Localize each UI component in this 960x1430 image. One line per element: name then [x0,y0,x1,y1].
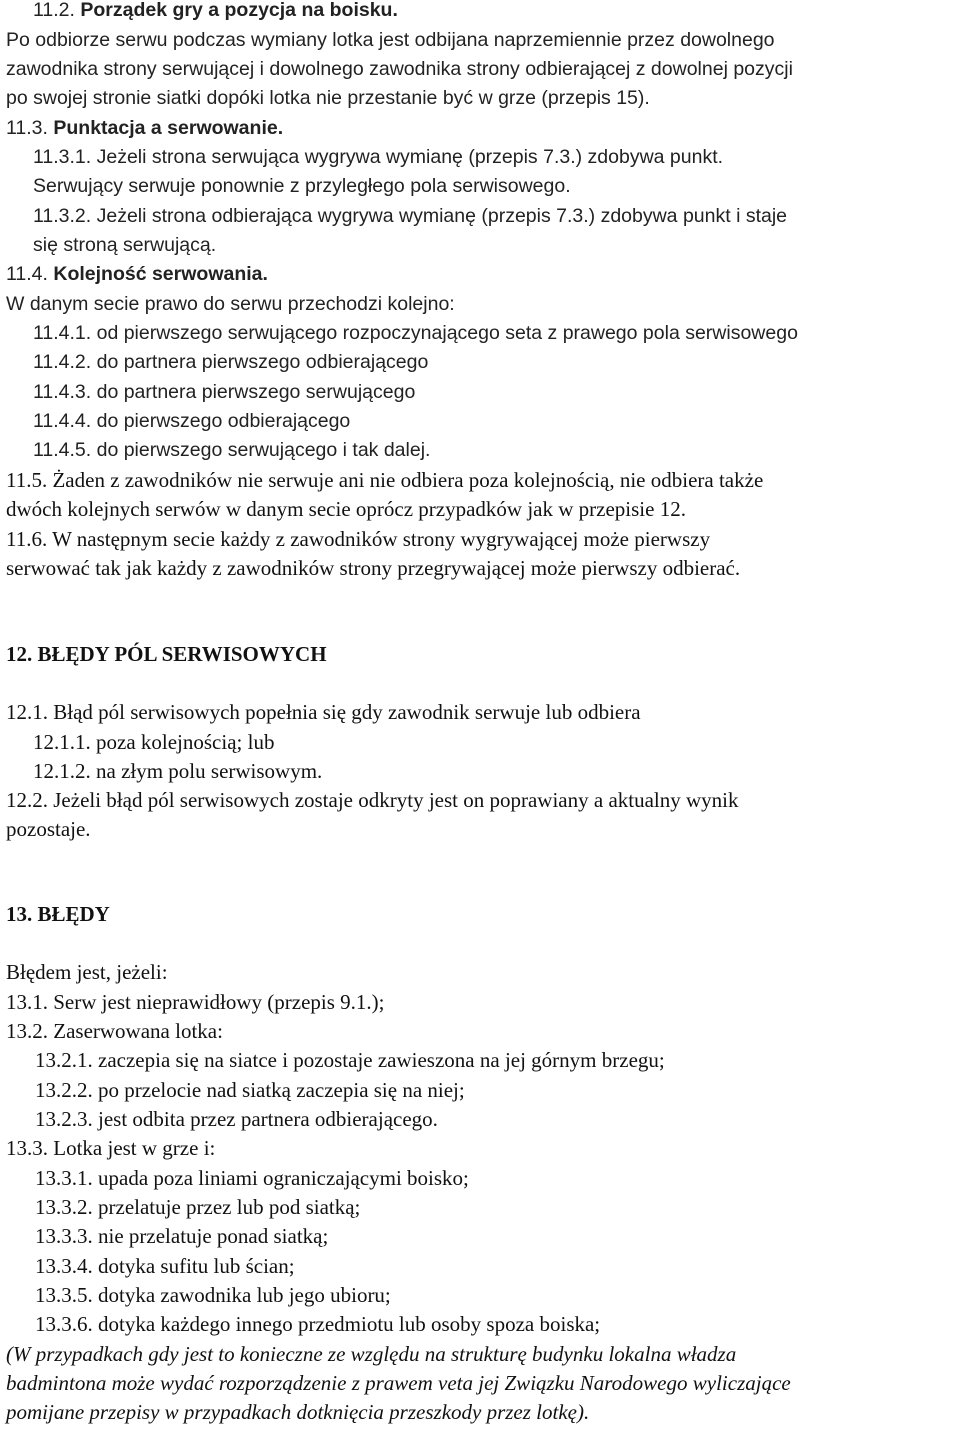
text-line: 13.3.2. przelatuje przez lub pod siatką; [35,1195,361,1219]
text-line: 11.4.5. do pierwszego serwującego i tak dalej. [33,439,431,461]
rule-number: 11.2. [33,0,75,21]
text-line: 13.2.1. zaczepia się na siatce i pozostaje zawieszona na jej górnym brzegu; [35,1048,665,1072]
note-line: badmintona może wydać rozporządzenie z prawem veta jej Związku Narodowego wyliczające [6,1371,791,1395]
text-line: 13.3.1. upada poza liniami ograniczającymi boisko; [35,1166,469,1190]
text-line: serwować tak jak każdy z zawodników strony przegrywającej może pierwszy odbierać. [6,556,741,580]
text-line: Błędem jest, jeżeli: [6,960,168,984]
text-line: zawodnika strony serwującej i dowolnego zawodnika strony odbierającej z dowolnej pozycji [6,58,793,80]
section-heading: 13. BŁĘDY [6,902,110,926]
text-line: 11.4.4. do pierwszego odbierającego [33,410,351,432]
text-line: Serwujący serwuje ponownie z przyległego pola serwisowego. [33,175,571,197]
rule-title: Porządek gry a pozycja na boisku. [80,0,398,21]
text-line: 12.1. Błąd pól serwisowych popełnia się gdy zawodnik serwuje lub odbiera [6,700,641,724]
text-line: 12.2. Jeżeli błąd pól serwisowych zostaje odkryty jest on poprawiany a aktualny wynik [6,788,739,812]
text-line: 12.1.2. na złym polu serwisowym. [33,759,323,783]
text-line: 13.3.6. dotyka każdego innego przedmiotu lub osoby spoza boiska; [35,1312,601,1336]
text-line: się stroną serwującą. [33,234,217,256]
note-line: (W przypadkach gdy jest to konieczne ze względu na strukturę budynku lokalna władza [6,1342,737,1366]
rule-11-4-heading [6,260,268,288]
rule-number: 11.4. [6,263,48,285]
rule-11-2-heading [33,0,398,24]
text-line: pozostaje. [6,817,91,841]
text-line: 11.4.2. do partnera pierwszego odbierającego [33,351,429,373]
text-line: 11.4.1. od pierwszego serwującego rozpoczynającego seta z prawego pola serwisowego [33,322,798,344]
rule-11-3-heading [6,114,283,142]
text-line: W danym secie prawo do serwu przechodzi kolejno: [6,293,455,315]
text-line: 13.2. Zaserwowana lotka: [6,1019,223,1043]
rule-number: 11.3. [6,117,48,139]
text-line: 13.2.3. jest odbita przez partnera odbierającego. [35,1107,438,1131]
text-line: 12.1.1. poza kolejnością; lub [33,730,275,754]
text-line: 11.4.3. do partnera pierwszego serwującego [33,381,416,403]
text-line: 11.3.1. Jeżeli strona serwująca wygrywa wymianę (przepis 7.3.) zdobywa punkt. [33,146,724,168]
text-line: 11.3.2. Jeżeli strona odbierająca wygrywa wymianę (przepis 7.3.) zdobywa punkt i staje [33,205,788,227]
text-line: 13.3.3. nie przelatuje ponad siatką; [35,1224,329,1248]
rule-title: Punktacja a serwowanie. [53,117,284,139]
note-line: pomijane przepisy w przypadkach dotknięcia przeszkody przez lotkę). [6,1400,590,1424]
text-line: 13.3.5. dotyka zawodnika lub jego ubioru; [35,1283,391,1307]
text-line: 11.6. W następnym secie każdy z zawodników strony wygrywającej może pierwszy [6,527,711,551]
text-line: 13.2.2. po przelocie nad siatką zaczepia się na niej; [35,1078,465,1102]
text-line: dwóch kolejnych serwów w danym secie oprócz przypadków jak w przepisie 12. [6,497,686,521]
text-line: 11.5. Żaden z zawodników nie serwuje ani nie odbiera poza kolejnością, nie odbiera także [6,468,764,492]
text-line: 13.3. Lotka jest w grze i: [6,1136,216,1160]
rule-title: Kolejność serwowania. [53,263,268,285]
text-line: po swojej stronie siatki dopóki lotka nie przestanie być w grze (przepis 15). [6,87,650,109]
text-line: 13.1. Serw jest nieprawidłowy (przepis 9.1.); [6,990,385,1014]
text-line: 13.3.4. dotyka sufitu lub ścian; [35,1254,295,1278]
section-heading: 12. BŁĘDY PÓL SERWISOWYCH [6,642,327,666]
text-line: Po odbiorze serwu podczas wymiany lotka jest odbijana naprzemiennie przez dowolnego [6,29,775,51]
